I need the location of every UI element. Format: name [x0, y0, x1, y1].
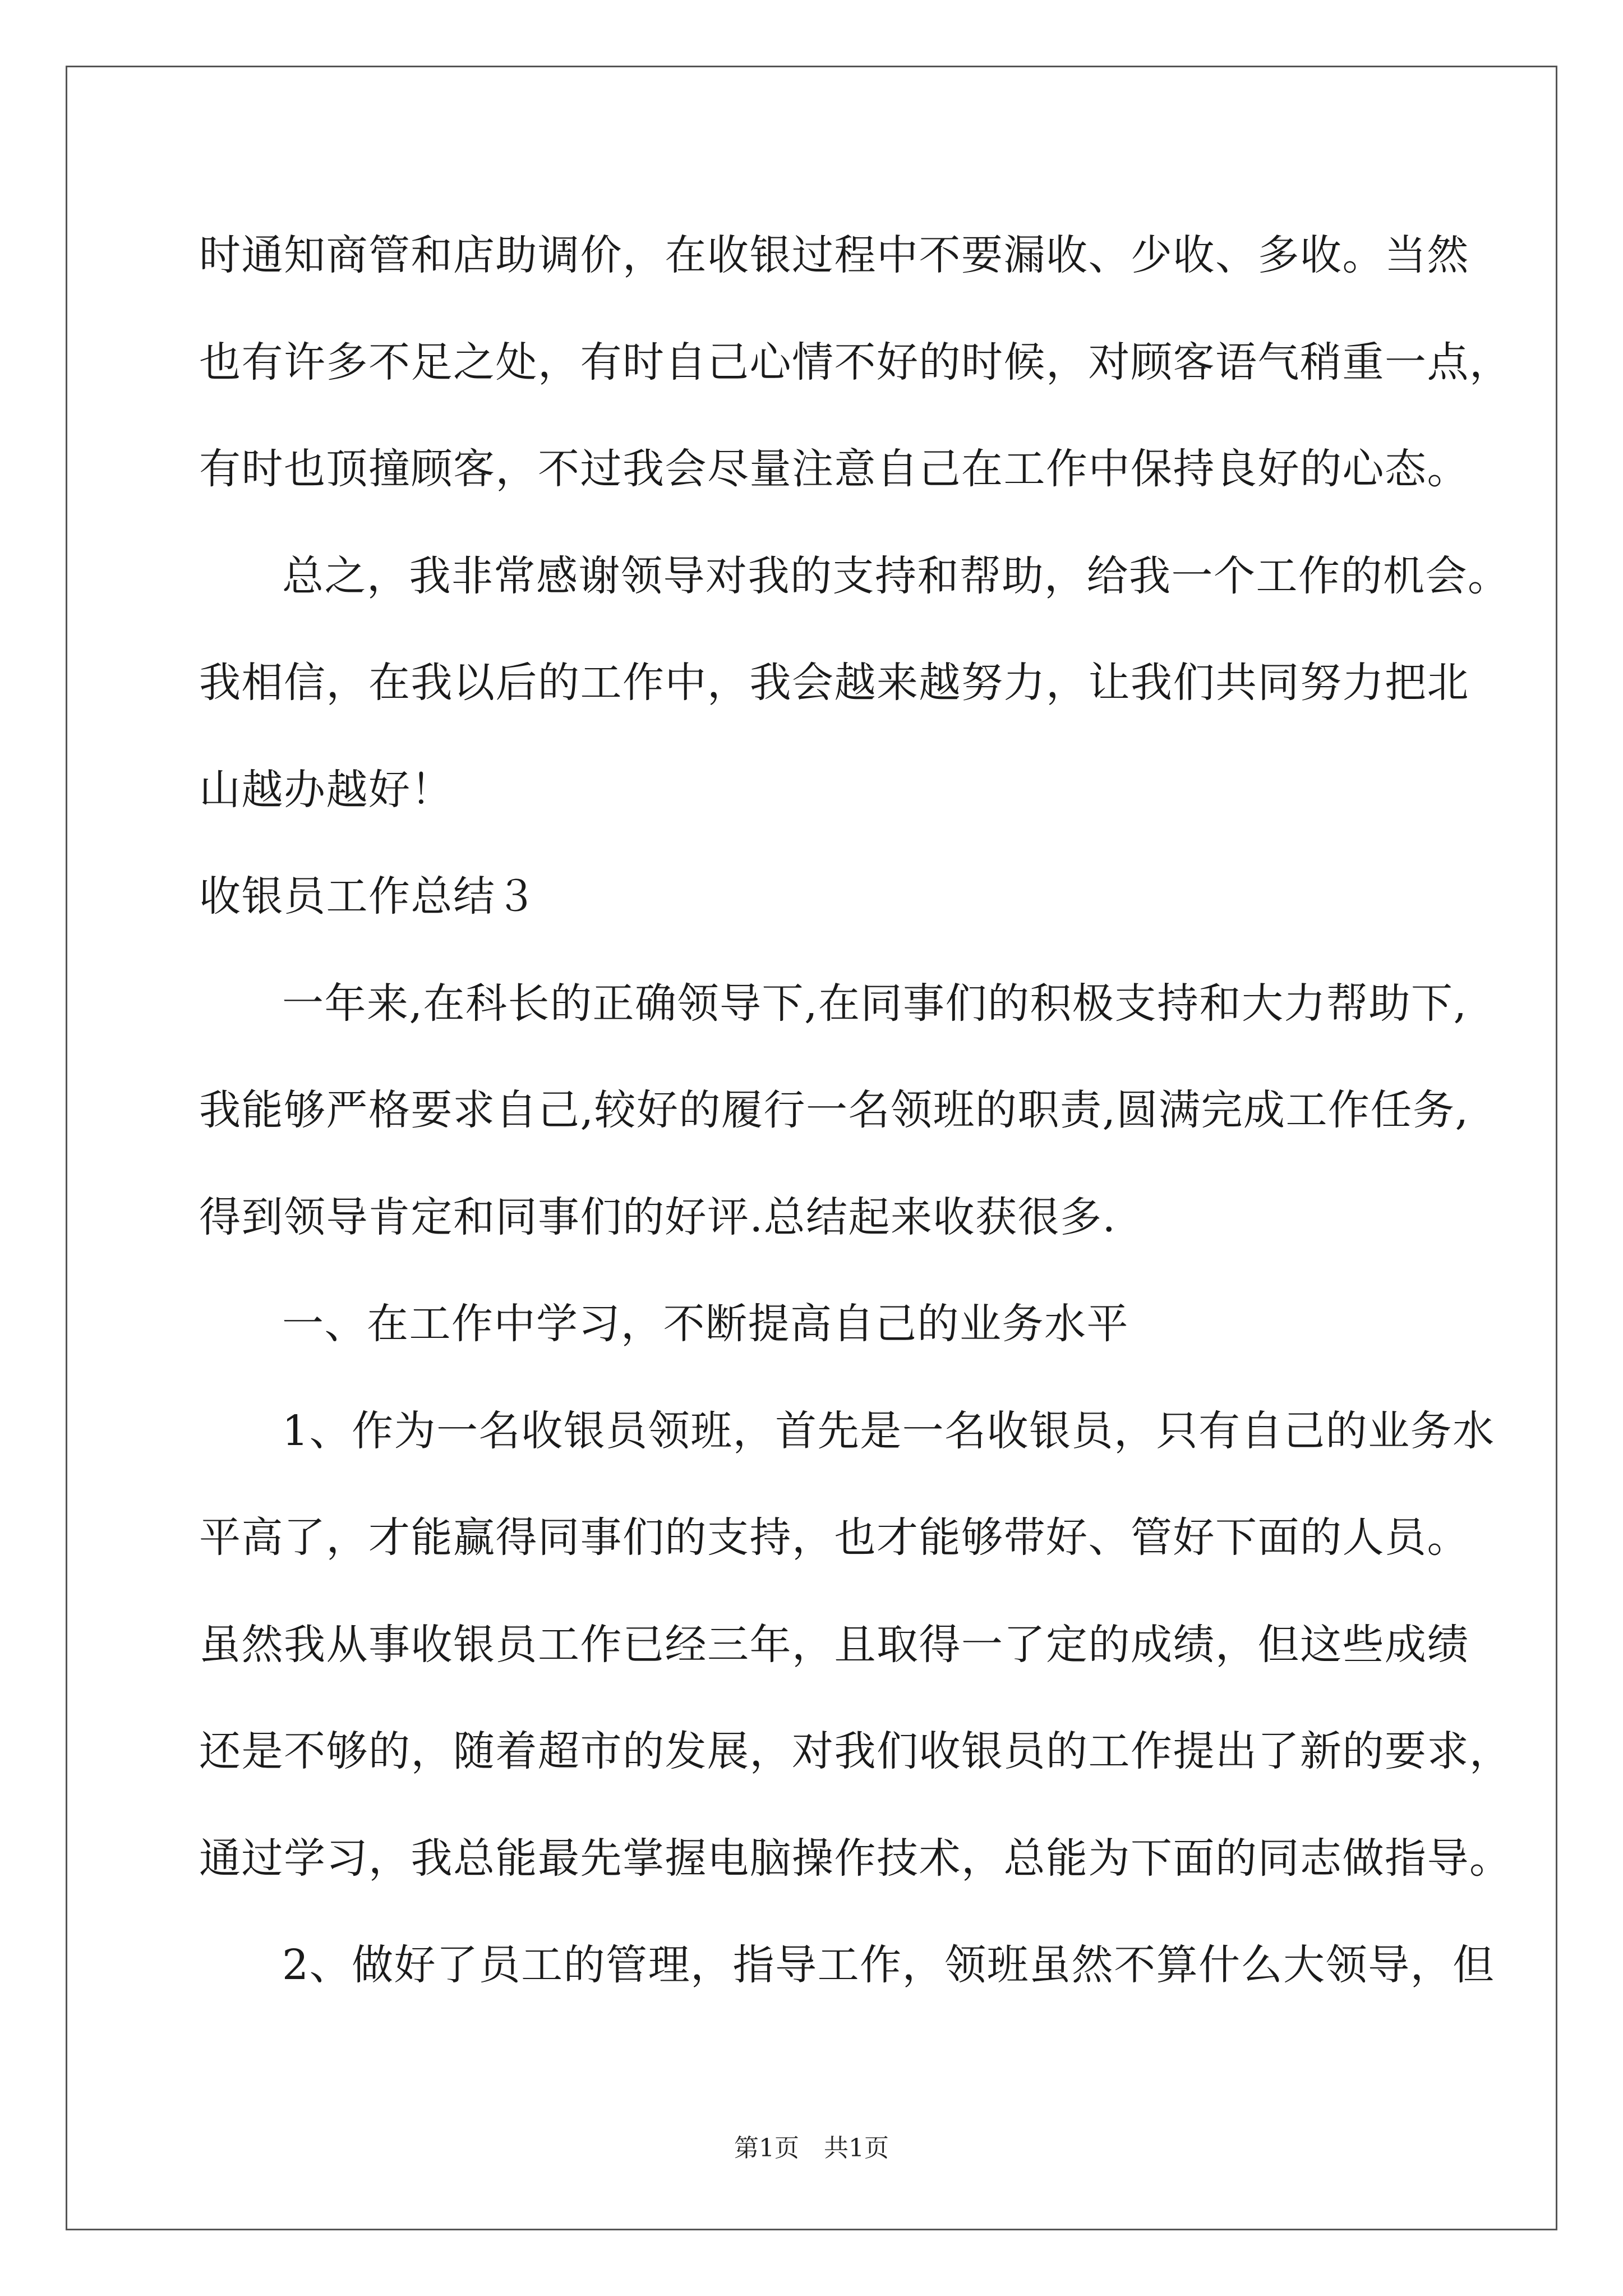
body-line: 也有许多不足之处，有时自己心情不好的时候，对顾客语气稍重一点， [199, 338, 1512, 386]
body-line: 还是不够的，随着超市的发展，对我们收银员的工作提出了新的要求， [199, 1727, 1512, 1775]
body-line: 我能够严格要求自己,较好的履行一名领班的职责,圆满完成工作任务, [199, 1086, 1469, 1134]
body-line: 得到领导肯定和同事们的好评.总结起来收获很多. [199, 1193, 1117, 1241]
paragraph-start: 2、做好了员工的管理，指导工作，领班虽然不算什么大领导，但 [282, 1941, 1495, 1989]
paragraph-start: 总之，我非常感谢领导对我的支持和帮助，给我一个工作的机会。 [282, 551, 1510, 600]
document-body [199, 213, 1512, 2030]
body-line: 有时也顶撞顾客，不过我会尽量注意自己在工作中保持良好的心态。 [199, 445, 1469, 493]
subheading: 一、在工作中学习，不断提高自己的业务水平 [282, 1300, 1129, 1348]
body-line: 我相信，在我以后的工作中，我会越来越努力，让我们共同努力把北 [199, 659, 1469, 707]
paragraph-start: 1、作为一名收银员领班，首先是一名收银员，只有自己的业务水 [282, 1406, 1495, 1455]
page-footer: 第1页 共1页 [734, 2134, 889, 2162]
paragraph-start: 一年来,在科长的正确领导下,在同事们的积极支持和大力帮助下, [282, 979, 1468, 1028]
body-line: 通过学习，我总能最先掌握电脑操作技术，总能为下面的同志做指导。 [199, 1834, 1512, 1883]
body-line: 山越办越好！ [199, 765, 453, 814]
body-line: 虽然我从事收银员工作已经三年，且取得一了定的成绩，但这些成绩 [199, 1620, 1469, 1669]
body-line: 平高了，才能赢得同事们的支持，也才能够带好、管好下面的人员。 [199, 1513, 1469, 1562]
section-heading: 收银员工作总结３ [199, 872, 538, 921]
body-line: 时通知商管和店助调价，在收银过程中不要漏收、少收、多收。当然 [199, 231, 1469, 279]
